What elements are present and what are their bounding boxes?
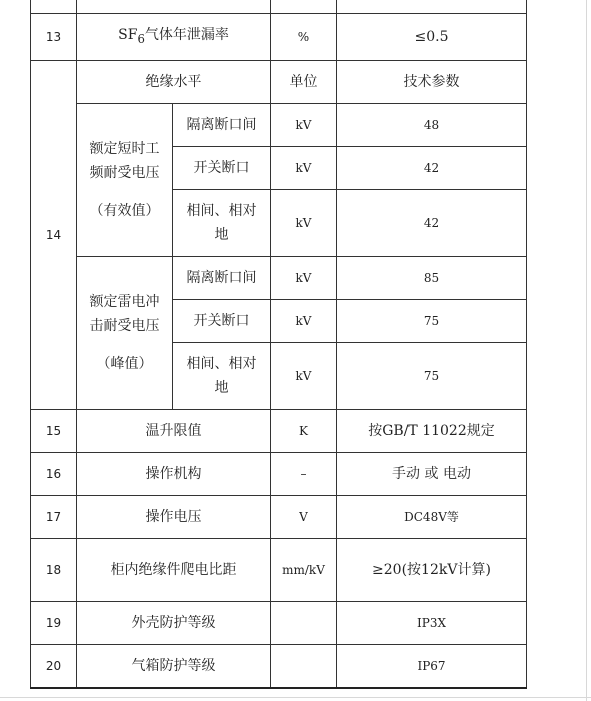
group-label-line: 频耐受电压 — [89, 165, 160, 181]
row-number: 19 — [31, 602, 77, 645]
item-sf-subscript: 6 — [137, 31, 145, 46]
spec-table — [30, 0, 527, 689]
group-label-line: （有效值） — [89, 203, 160, 219]
unit-cell: kV — [271, 104, 337, 147]
item-cell: 外壳防护等级 — [77, 602, 271, 645]
sub-item-cell: 隔离断口间 — [173, 104, 271, 147]
value-cell: ≥20(按12kV计算) — [337, 539, 527, 602]
table-row-16 — [31, 453, 527, 496]
row-number: 20 — [31, 645, 77, 688]
table-row-15 — [31, 410, 527, 453]
insulation-level-header: 绝缘水平 — [77, 61, 271, 104]
table-row-17 — [31, 496, 527, 539]
unit-cell: mm/kV — [271, 539, 337, 602]
group-label-line: 额定短时工 — [89, 141, 160, 157]
sub-item-cell: 相间、相对 地 — [173, 190, 271, 257]
row-number: 17 — [31, 496, 77, 539]
table-row-18 — [31, 539, 527, 602]
value-cell: 48 — [337, 104, 527, 147]
value-cell — [337, 0, 527, 14]
group-label-line: 击耐受电压 — [89, 318, 160, 334]
value-cell: IP67 — [337, 645, 527, 688]
value-cell: 75 — [337, 343, 527, 410]
value-cell: 85 — [337, 257, 527, 300]
table-row-12 — [31, 0, 527, 14]
value-cell: 75 — [337, 300, 527, 343]
sub-item-cell: 开关断口 — [173, 147, 271, 190]
item-cell — [77, 0, 271, 14]
value-cell: IP3X — [337, 602, 527, 645]
unit-cell — [271, 602, 337, 645]
sub-item-cell: 相间、相对 地 — [173, 343, 271, 410]
group-label-power-frequency — [77, 104, 173, 257]
sub-item-cell: 开关断口 — [173, 300, 271, 343]
row-number: 14 — [31, 61, 77, 410]
unit-header: 单位 — [271, 61, 337, 104]
item-cell: 温升限值 — [77, 410, 271, 453]
row-number — [31, 0, 77, 14]
unit-cell — [271, 0, 337, 14]
unit-cell: K — [271, 410, 337, 453]
row-number: 16 — [31, 453, 77, 496]
table-row-20 — [31, 645, 527, 688]
value-header: 技术参数 — [337, 61, 527, 104]
item-cell: 操作机构 — [77, 453, 271, 496]
unit-cell: kV — [271, 343, 337, 410]
page-edge-right — [586, 0, 587, 701]
unit-cell: – — [271, 453, 337, 496]
sub-item-cell: 隔离断口间 — [173, 257, 271, 300]
item-cell: 柜内绝缘件爬电比距 — [77, 539, 271, 602]
table-row-14-header — [31, 61, 527, 104]
row-number: 18 — [31, 539, 77, 602]
unit-cell: kV — [271, 147, 337, 190]
unit-cell: % — [271, 14, 337, 61]
row-number: 15 — [31, 410, 77, 453]
value-cell: 手动 或 电动 — [337, 453, 527, 496]
table-row-14-a1 — [31, 104, 527, 147]
group-label-line: 额定雷电冲 — [89, 294, 160, 310]
page-edge-bottom — [0, 697, 591, 698]
item-cell: 操作电压 — [77, 496, 271, 539]
unit-cell — [271, 645, 337, 688]
unit-cell: kV — [271, 190, 337, 257]
item-rest: 气体年泄漏率 — [144, 27, 229, 44]
value-cell: DC48V等 — [337, 496, 527, 539]
value-cell: 按GB/T 11022规定 — [337, 410, 527, 453]
item-sf: SF — [118, 27, 138, 44]
item-cell — [77, 14, 271, 61]
row-number: 13 — [31, 14, 77, 61]
unit-cell: V — [271, 496, 337, 539]
table-row-19 — [31, 602, 527, 645]
group-label-lightning-impulse — [77, 257, 173, 410]
group-label-line: （峰值） — [96, 356, 153, 372]
value-cell: ≤0.5 — [337, 14, 527, 61]
value-cell: 42 — [337, 190, 527, 257]
table-row-13 — [31, 14, 527, 61]
unit-cell: kV — [271, 257, 337, 300]
unit-cell: kV — [271, 300, 337, 343]
table-row-14-b1 — [31, 257, 527, 300]
value-cell: 42 — [337, 147, 527, 190]
item-cell: 气箱防护等级 — [77, 645, 271, 688]
